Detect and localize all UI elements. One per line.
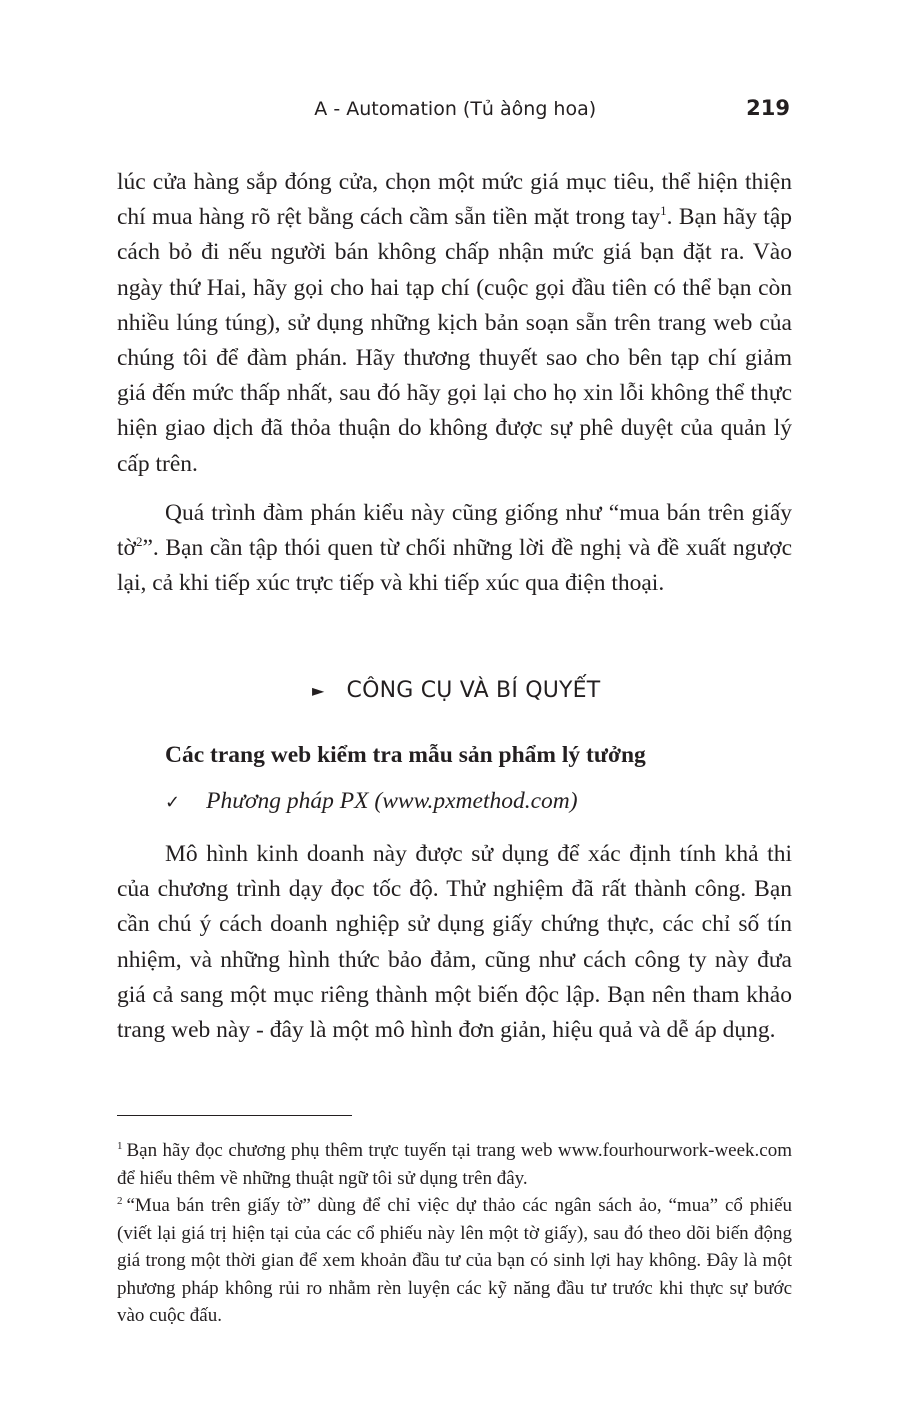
footnotes [117,1137,792,1330]
body-text [117,165,792,601]
paragraph-2-text-a: Quá trình đàm phán kiểu này cũng giống như “mua bán trên giấy tờ [117,499,792,562]
footnote-2-text: “Mua bán trên giấy tờ” dùng để chỉ việc dự thảo các ngân sách ảo, “mua” cổ phiếu (viết lại giá trị hiện tại của các cổ phiếu này lên một tờ giấy), sau đó theo dõi biến động giá trong một thời gian để xem khoản đầu tư của bạn có sinh lợi hay không. Đây là một phương pháp không rủi ro nhằm rèn luyện các kỹ năng đầu tư trước khi thực sự bước vào cuộc đấu. [117,1195,792,1326]
checkmark-icon: ✓ [165,792,181,813]
checklist-item [165,788,578,815]
paragraph-1-text-a: lúc cửa hàng sắp đóng cửa, chọn một mức giá mục tiêu, thể hiện thiện chí mua hàng rõ rệt bằng cách cầm sẵn tiền mặt trong tay [117,169,792,231]
running-header [0,96,790,120]
paragraph-1 [117,165,792,482]
section-body [117,837,792,1048]
paragraph-2 [117,496,792,602]
footnote-1 [117,1137,792,1192]
section-heading [312,678,600,703]
section-paragraph: Mô hình kinh doanh này được sử dụng để xác định tính khả thi của chương trình dạy đọc tốc độ. Thử nghiệm đã rất thành công. Bạn cần chú ý cách doanh nghiệp sử dụng giấy chứng thực, các chỉ số tín nhiệm, và những hình thức bảo đảm, cũng như cách công ty này đưa giá cả sang một mục riêng thành một biến độc lập. Bạn nên tham khảo trang web này - đây là một mô hình đơn giản, hiệu quả và dễ áp dụng. [117,841,792,1044]
section-heading-text: CÔNG CỤ VÀ BÍ QUYẾT [346,678,601,703]
paragraph-1-text-b: . Bạn hãy tập cách bỏ đi nếu người bán không chấp nhận mức giá bạn đặt ra. Vào ngày thứ Hai, hãy gọi cho hai tạp chí (cuộc gọi đầu tiên có thể bạn còn nhiều lúng túng), sử dụng những kịch bản soạn sẵn trên trang web của chúng tôi để đàm phán. Hãy thương thuyết sao cho bên tạp chí giảm giá đến mức thấp nhất, sau đó hãy gọi lại cho họ xin lỗi không thể thực hiện giao dịch đã thỏa thuận do không được sự phê duyệt của quản lý cấp trên. [117,204,792,477]
footnote-divider [117,1115,352,1116]
footnote-2-mark: 2 [117,1194,123,1207]
page-number: 219 [746,96,790,120]
footnote-1-mark: 1 [117,1139,123,1152]
subheading: Các trang web kiểm tra mẫu sản phẩm lý tưởng [165,742,646,768]
triangle-arrow-icon: ► [312,681,325,700]
footnote-ref-1: 1 [660,203,667,219]
paragraph-2-text-b: ”. Bạn cần tập thói quen từ chối những lời đề nghị và đề xuất ngược lại, cả khi tiếp xúc trực tiếp và khi tiếp xúc qua điện thoại. [117,535,792,597]
footnote-1-text: Bạn hãy đọc chương phụ thêm trực tuyến tại trang web www.fourhourwork-week.com để hiểu thêm về những thuật ngữ tôi sử dụng trên đây. [117,1140,792,1189]
footnote-2 [117,1192,792,1330]
running-title: A - Automation (Tủ àông hoa) [314,98,597,120]
footnote-ref-2: 2 [135,534,143,550]
checklist-item-text: Phương pháp PX (www.pxmethod.com) [206,788,578,814]
